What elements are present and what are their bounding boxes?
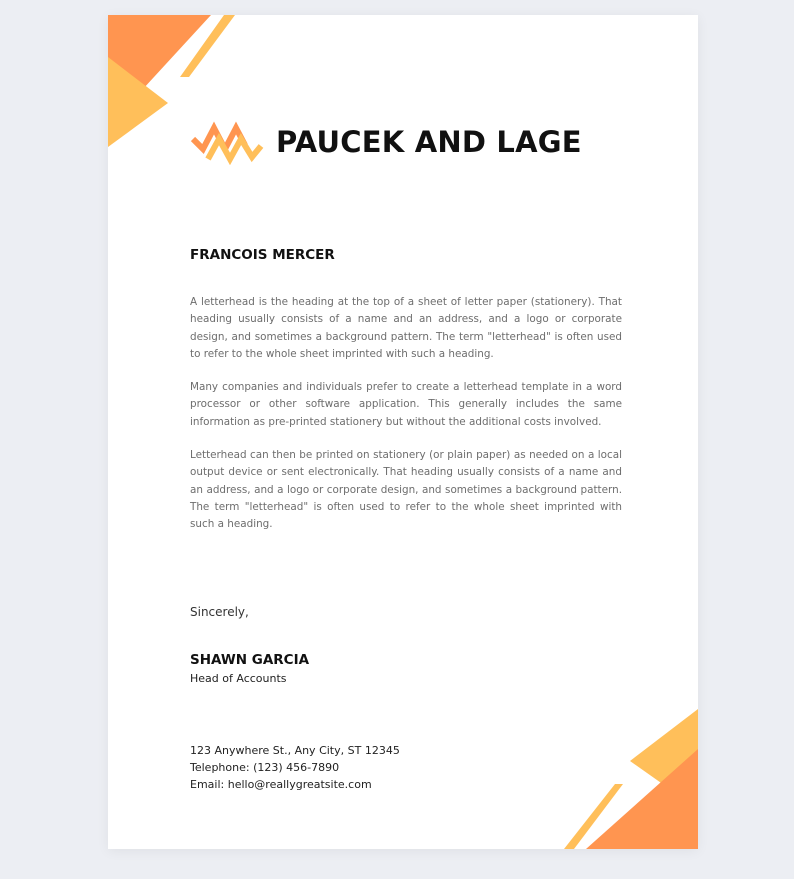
contact-telephone: Telephone: (123) 456-7890	[190, 761, 340, 774]
signer-name: SHAWN GARCIA	[190, 652, 310, 668]
company-name: PAUCEK AND LAGE	[276, 125, 582, 159]
closing-salutation: Sincerely,	[190, 605, 249, 619]
body-paragraph: Many companies and individuals prefer to create a letterhead template in a word processor or other software application. This generally includes the same information as pre-printed stationery but without the additional costs involved.	[190, 381, 622, 428]
contact-address: 123 Anywhere St., Any City, ST 12345	[190, 744, 400, 757]
body-paragraph: A letterhead is the heading at the top of a sheet of letter paper (stationery). That heading usually consists of a name and an address, and a logo or corporate design, and sometimes a background pattern. The term "letterhead" is often used to refer to the whole sheet imprinted with such a heading.	[190, 296, 622, 360]
letter-body	[190, 294, 622, 550]
signer-title: Head of Accounts	[190, 672, 287, 685]
corner-decoration-bottom-right	[558, 709, 698, 849]
recipient-name: FRANCOIS MERCER	[190, 247, 335, 263]
contact-email: Email: hello@reallygreatsite.com	[190, 778, 372, 791]
letterhead-page	[108, 15, 698, 849]
body-paragraph: Letterhead can then be printed on stationery (or plain paper) as needed on a local output device or sent electronically. That heading usually consists of a name and an address, and a logo or corporate design, and sometimes a background pattern. The term "letterhead" is often used to refer to the whole sheet imprinted with such a heading.	[190, 449, 622, 531]
company-header	[190, 119, 582, 165]
contact-block	[190, 742, 400, 793]
zigzag-w-logo-icon	[190, 119, 264, 165]
